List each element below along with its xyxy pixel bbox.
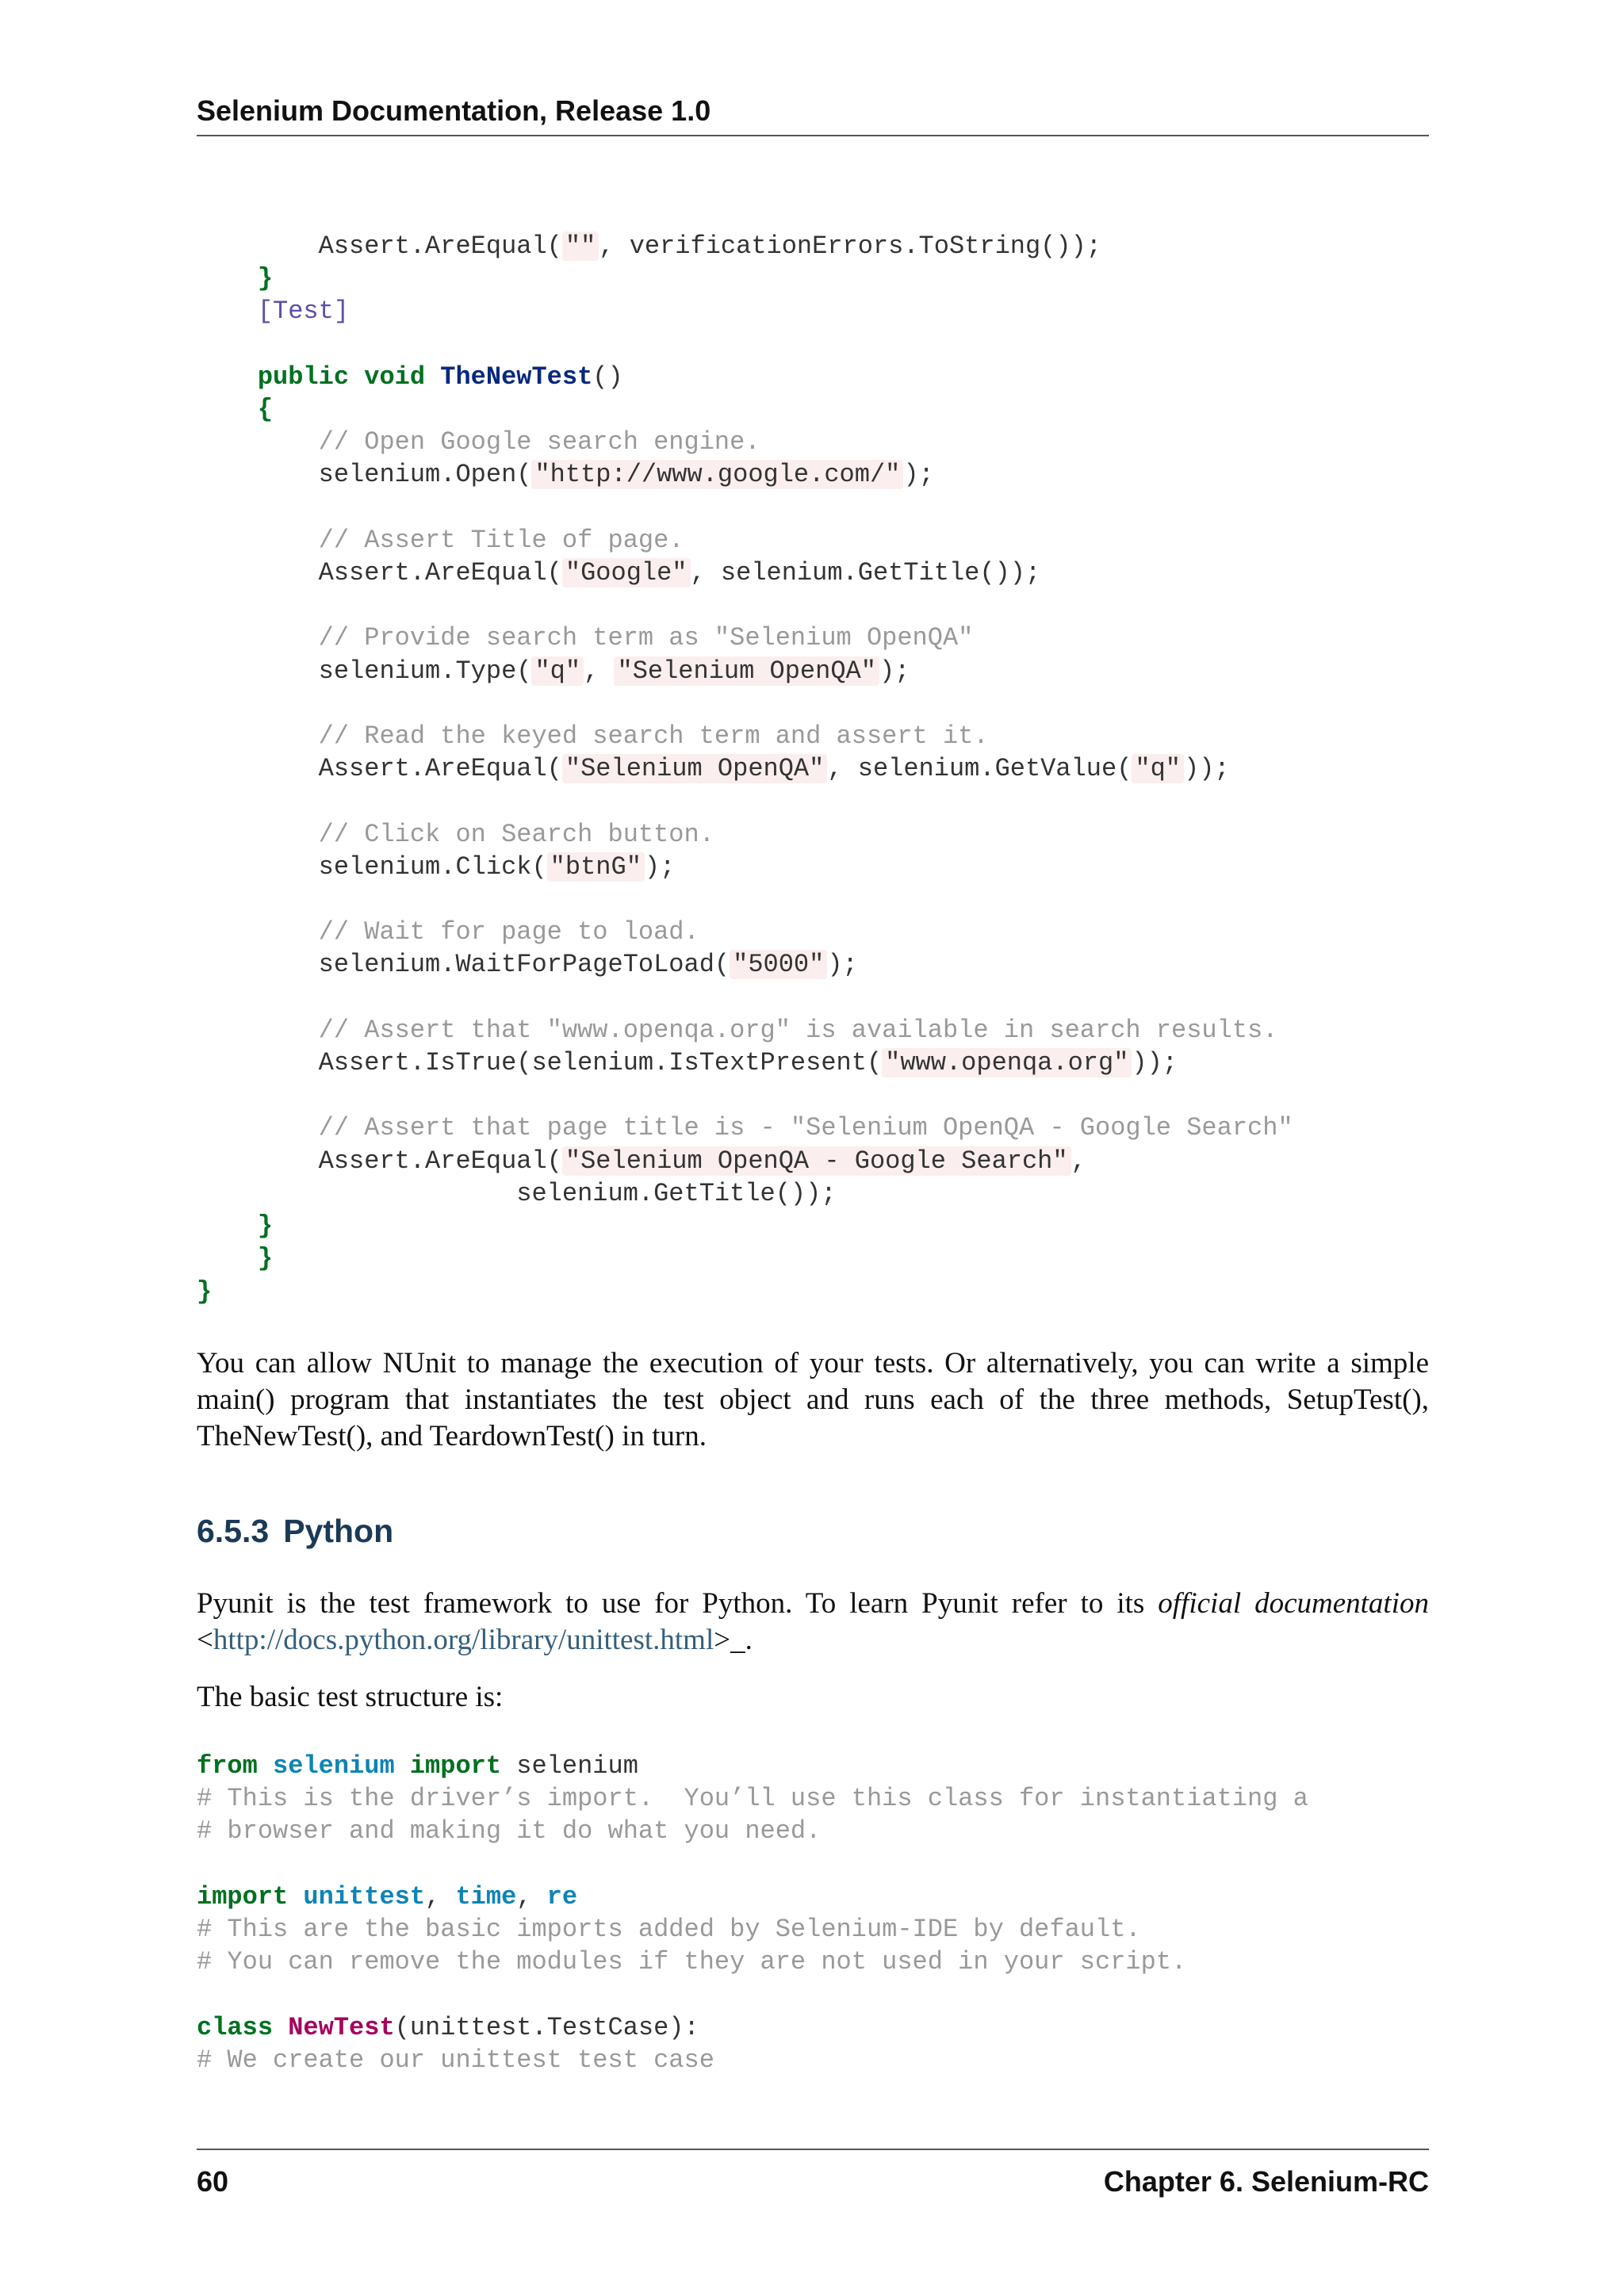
code-line: Assert.IsTrue(selenium.IsTextPresent( "www.openqa.org" ));	[318, 1048, 1178, 1078]
section-number: 6.5.3	[197, 1513, 270, 1549]
emphasis-text: official documentation	[1158, 1587, 1429, 1620]
code-line: selenium.GetTitle());	[318, 1178, 837, 1208]
header-title: Selenium Documentation, Release 1.0	[197, 94, 711, 127]
body-paragraph-nunit: You can allow NUnit to manage the execution of your tests. Or alternatively, you can write a simple main() program that instantiates the test object and runs each of the three methods, SetupTest(), TheNewTest(), and TeardownTest() in turn.	[197, 1347, 1429, 1452]
code-comment: // Provide search term as "Selenium OpenQA"	[318, 623, 974, 653]
code-comment: # We create our unittest test case	[197, 2045, 714, 2075]
code-comment: // Open Google search engine.	[318, 427, 760, 457]
code-line: }	[257, 264, 274, 294]
code-line: }	[257, 1244, 274, 1274]
code-line: Assert.AreEqual( "Selenium OpenQA" , selenium.GetValue( "q" ));	[318, 754, 1230, 784]
code-line: class NewTest(unittest.TestCase):	[197, 2012, 699, 2042]
code-line: }	[197, 1276, 213, 1307]
code-comment: // Wait for page to load.	[318, 917, 699, 947]
code-comment: // Assert Title of page.	[318, 525, 684, 555]
running-footer	[197, 2149, 1429, 2199]
code-line: Assert.AreEqual( "Google" , selenium.GetTitle());	[318, 558, 1041, 588]
code-line: selenium.Open( "http://www.google.com/" );	[318, 460, 934, 490]
chapter-title: Chapter 6. Selenium-RC	[1103, 2165, 1429, 2198]
code-line: selenium.Type( "q" , "Selenium OpenQA" );	[318, 656, 910, 686]
code-block-python	[197, 1750, 1308, 2076]
code-line: {	[257, 395, 274, 425]
page-number: 60	[197, 2165, 229, 2198]
code-comment: // Read the keyed search term and assert it.	[318, 721, 989, 752]
running-header	[197, 94, 1429, 136]
code-line: public void TheNewTest()	[257, 362, 623, 392]
code-comment: // Assert that "www.openqa.org" is available in search results.	[318, 1015, 1278, 1045]
code-line: [Test]	[257, 297, 350, 327]
section-heading	[197, 1510, 393, 1552]
code-line: from selenium import selenium	[197, 1751, 638, 1781]
code-comment: # This are the basic imports added by Selenium-IDE by default.	[197, 1915, 1141, 1945]
code-line: import unittest, time, re	[197, 1881, 578, 1911]
body-paragraph-basic-structure: The basic test structure is:	[197, 1681, 504, 1713]
code-line: }	[257, 1211, 274, 1242]
code-block-csharp	[197, 230, 1293, 1308]
code-comment: // Click on Search button.	[318, 819, 714, 849]
code-line: selenium.Click( "btnG" );	[318, 851, 676, 882]
code-line: Assert.AreEqual( "" , verificationErrors.ToString());	[197, 232, 1101, 261]
unittest-docs-link[interactable]: http://docs.python.org/library/unittest.html	[213, 1624, 714, 1656]
code-comment: // Assert that page title is - "Selenium OpenQA - Google Search"	[318, 1113, 1293, 1143]
section-title: Python	[283, 1513, 394, 1549]
body-paragraph-pyunit: Pyunit is the test framework to use for Python. To learn Pyunit refer to its official documentation <http://docs.python.org/library/unittest.html>_.	[197, 1587, 1429, 1656]
code-comment: # This is the driver’s import. You’ll use this class for instantiating a	[197, 1784, 1308, 1814]
code-line: selenium.WaitForPageToLoad( "5000" );	[318, 950, 858, 980]
code-comment: # browser and making it do what you need.	[197, 1816, 822, 1846]
code-comment: # You can remove the modules if they are not used in your script.	[197, 1947, 1187, 1977]
code-line: Assert.AreEqual( "Selenium OpenQA - Google Search" ,	[318, 1146, 1086, 1176]
